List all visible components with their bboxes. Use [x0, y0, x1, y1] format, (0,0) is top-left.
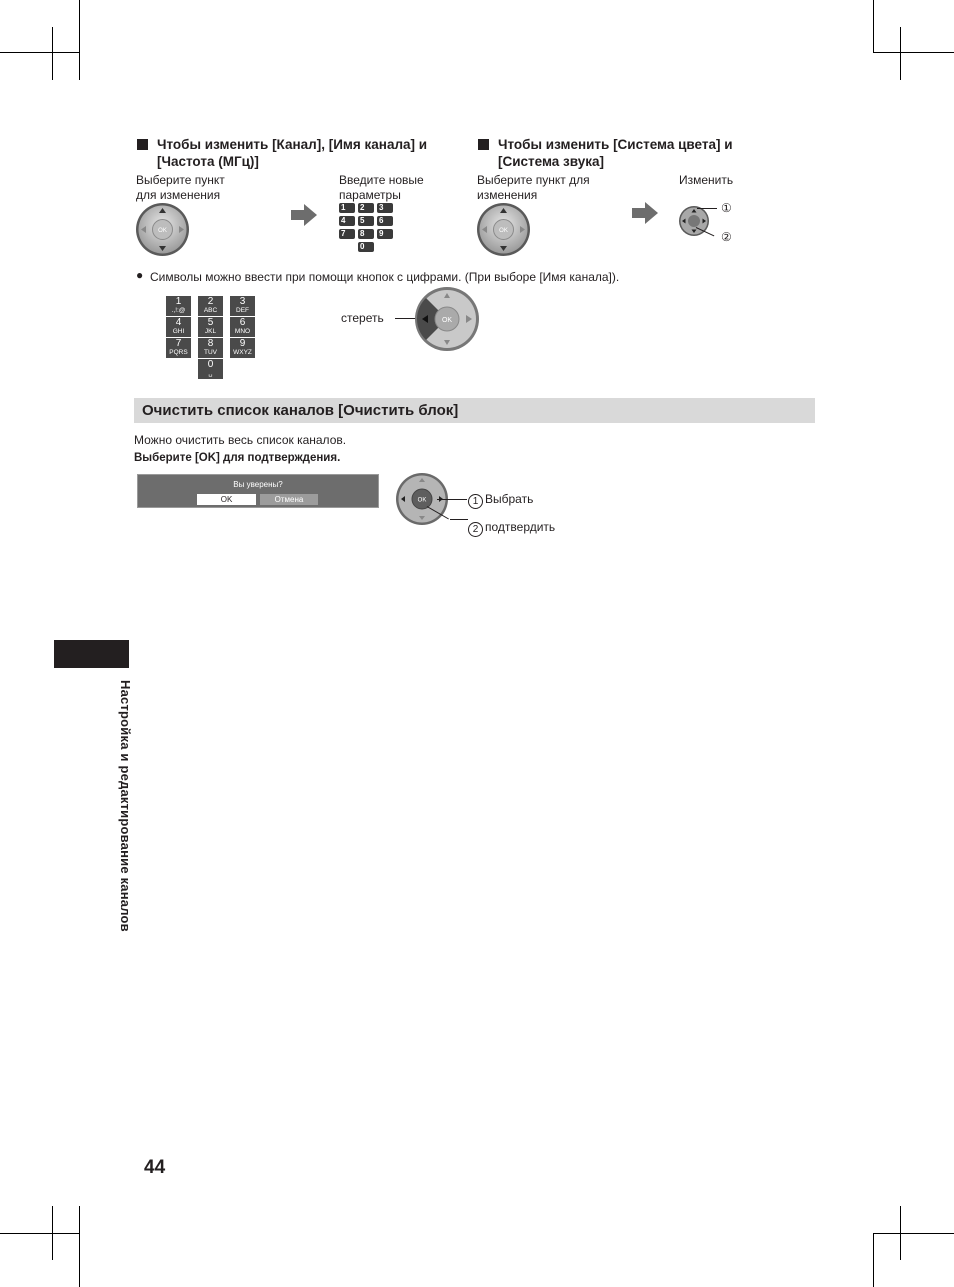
svg-text:OK: OK	[499, 228, 508, 234]
keypad-key-2	[230, 296, 255, 316]
number-keys-icon: 1 2 3 4 5 6 7 8 9 0	[339, 203, 399, 255]
marker-2: 2	[468, 519, 483, 537]
step-change-label: Изменить	[679, 173, 734, 187]
key-digit: 6	[239, 317, 246, 328]
crop-mark	[26, 52, 80, 53]
section-banner	[134, 398, 815, 423]
svg-text:OK: OK	[417, 497, 427, 504]
description: Можно очистить весь список каналов.	[134, 433, 347, 447]
note-text: Символы можно ввести при помощи кнопок с цифрами. (При выборе [Имя канала]).	[150, 270, 620, 284]
crop-mark	[873, 1233, 874, 1287]
key-digit: 3	[239, 296, 246, 307]
arrow-right-icon	[632, 202, 658, 224]
cancel-button[interactable]: Отмена	[260, 494, 318, 505]
confirm-label: подтвердить	[485, 520, 556, 534]
page-number: 44	[144, 1157, 166, 1178]
key-digit: 5	[207, 317, 214, 328]
crop-mark	[79, 0, 80, 80]
crop-mark	[52, 27, 53, 80]
chapter-label: Настройка и редактирование каналов	[118, 680, 133, 932]
instruction: Выберите [OK] для подтверждения.	[134, 452, 341, 464]
leader-line	[450, 519, 468, 520]
bullet-icon: ●	[136, 268, 144, 282]
keypad-key-1	[198, 296, 223, 316]
key-digit: 0	[207, 359, 214, 370]
arrow-right-icon	[291, 204, 317, 226]
marker-1: ①	[721, 201, 732, 215]
leader-line	[437, 499, 467, 500]
key-letters: .,!:@	[171, 307, 186, 314]
chapter-tab	[54, 640, 129, 668]
section-title: Очистить список каналов [Очистить блок]	[142, 402, 459, 419]
svg-text:OK: OK	[441, 317, 453, 324]
svg-text:OK: OK	[158, 228, 167, 234]
crop-mark	[900, 52, 954, 53]
key-letters: ABC	[203, 307, 218, 314]
marker-1: 1	[468, 491, 483, 509]
cursor-pad-left-icon	[414, 286, 480, 352]
square-bullet-icon	[137, 139, 148, 150]
key-digit: 9	[239, 338, 246, 349]
section-heading-system: Чтобы изменить [Система цвета] и [Система звука]	[478, 136, 778, 172]
crop-mark	[900, 27, 901, 80]
step-select-label: Выберите пункт для изменения	[477, 173, 590, 202]
confirm-dialog	[137, 474, 379, 508]
key-letters: JKL	[204, 328, 217, 335]
leader-line	[697, 208, 717, 209]
marker-2: ②	[721, 230, 732, 244]
key-letters: DEF	[236, 307, 249, 314]
key-digit: 8	[207, 338, 214, 349]
keypad-key-0	[166, 296, 191, 316]
key-digit: 4	[175, 317, 182, 328]
crop-mark	[79, 1206, 80, 1287]
section-heading-channel: Чтобы изменить [Канал], [Имя канала] и [Частота (МГц)]	[137, 136, 457, 172]
dialog-question: Вы уверены?	[233, 480, 283, 489]
keypad	[166, 296, 261, 381]
square-bullet-icon	[478, 139, 489, 150]
cursor-pad-icon	[476, 202, 531, 257]
key-letters: TUV	[204, 349, 217, 356]
step-input-label: Введите новые параметры	[339, 173, 424, 202]
keypad-key-8	[230, 338, 255, 358]
step-select-label: Выберите пункт для изменения	[136, 173, 225, 202]
key-letters: PQRS	[169, 349, 188, 356]
select-label: Выбрать	[485, 492, 534, 506]
key-digit: 2	[207, 296, 214, 307]
key-digit: 7	[175, 338, 182, 349]
crop-mark	[26, 1233, 80, 1234]
ok-button[interactable]: OK	[197, 494, 256, 505]
key-digit: 1	[175, 296, 182, 307]
keypad-key-7	[198, 338, 223, 358]
key-letters: MNO	[234, 328, 251, 335]
keypad-key-6	[166, 338, 191, 358]
crop-mark	[873, 0, 874, 53]
crop-mark	[900, 1233, 954, 1234]
key-letters: GHI	[172, 328, 185, 335]
keypad-key-4	[198, 317, 223, 337]
key-letters: WXYZ	[233, 349, 252, 356]
cursor-pad-icon	[135, 202, 190, 257]
keypad-key-9	[198, 359, 223, 379]
delete-label: стереть	[341, 311, 384, 325]
key-letters: ␣	[208, 370, 213, 377]
keypad-key-3	[166, 317, 191, 337]
keypad-key-5	[230, 317, 255, 337]
